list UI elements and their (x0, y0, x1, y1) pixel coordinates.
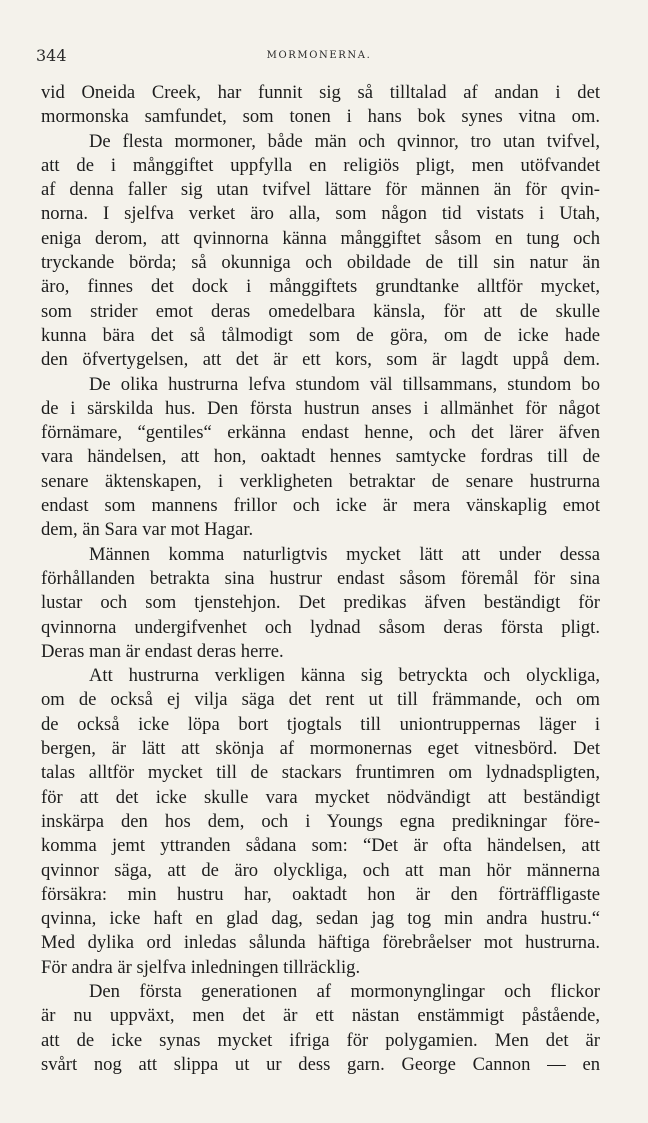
text-line: försäkra: min hustru har, oaktadt hon är den förträffligaste (41, 883, 600, 905)
text-line: äro, finnes det dock i månggiftets grundtanke alltför mycket, (41, 276, 600, 298)
page-number: 344 (36, 46, 67, 65)
text-line: bergen, är lätt att skönja af mormonernas eget vitnesbörd. Det (41, 738, 600, 760)
page-header (36, 46, 602, 66)
text-line: är nu uppväxt, men det är ett nästan enstämmigt påstående, (41, 1005, 600, 1027)
text-line: Att hustrurna verkligen känna sig betryckta och olyckliga, (89, 665, 600, 687)
text-line: den öfvertygelsen, att det är ett kors, som är lagdt uppå dem. (41, 349, 600, 371)
text-line: qvinnorna undergifvenhet och lydnad såsom deras första pligt. (41, 616, 600, 638)
text-line: Deras man är endast deras herre. (41, 640, 284, 662)
text-line: de i särskilda hus. Den första hustrun anses i allmänhet för något (41, 397, 600, 419)
text-line: svårt nog att slippa ut ur dess garn. George Cannon — en (41, 1053, 600, 1075)
text-line: endast som mannens frillor och icke är mera vänskaplig emot (41, 495, 600, 517)
text-line: om de också ej vilja säga det rent ut till främmande, och om (41, 689, 600, 711)
text-line: att de icke synas mycket ifriga för polygamien. Men det är (41, 1029, 600, 1051)
text-line: tryckande börda; så okunniga och obildade de till sin natur än (41, 252, 600, 274)
text-line: qvinnor säga, att de äro olyckliga, och att man hör männerna (41, 859, 600, 881)
text-line: vara händelsen, att hon, oaktadt hennes samtycke fordras till de (41, 446, 600, 468)
text-line: som strider emot deras omedelbara känsla, för att de skulle (41, 300, 600, 322)
text-line: dem, än Sara var mot Hagar. (41, 519, 254, 541)
text-line: mormonska samfundet, som tonen i hans bok synes vitna om. (41, 106, 600, 128)
text-line: senare äktenskapen, i verkligheten betraktar de senare hustrurna (41, 470, 600, 492)
text-line: komma jemt yttranden sådana som: “Det är ofta händelsen, att (41, 835, 600, 857)
text-line: förnämare, “gentiles“ erkänna endast henne, och det lärer äfven (41, 422, 600, 444)
text-line: De olika hustrurna lefva stundom väl tillsammans, stundom bo (89, 373, 600, 395)
text-line: vid Oneida Creek, har funnit sig så tilltalad af andan i det (41, 82, 600, 103)
text-line: norna. I sjelfva verket äro alla, som någon tid vistats i Utah, (41, 203, 600, 225)
text-line: kunna bära det så tålmodigt som de göra, om de icke hade (41, 324, 600, 346)
running-title: MORMONERNA. (266, 50, 372, 61)
text-line: Den första generationen af mormonynglingar och flickor (89, 980, 600, 1002)
text-line: lustar och som tjenstehjon. Det predikas äfven beständigt för (41, 592, 600, 614)
text-line: inskärpa den hos dem, och i Youngs egna predikningar före- (41, 810, 600, 832)
text-line: för att det icke skulle vara mycket nödvändigt att beständigt (41, 786, 600, 808)
text-line: af denna faller sig utan tvifvel lättare för männen än för qvin- (41, 179, 600, 201)
text-line: de också icke löpa bort tjogtals till uniontruppernas läger i (41, 713, 600, 735)
body-text (41, 81, 600, 1077)
text-line: eniga derom, att qvinnorna känna månggiftet såsom en tung och (41, 227, 600, 249)
text-line: qvinna, icke haft en glad dag, sedan jag tog min andra hustru.“ (41, 908, 600, 930)
text-line: Männen komma naturligtvis mycket lätt att under dessa (89, 543, 600, 565)
text-line: Med dylika ord inledas sålunda häftiga förebråelser mot hustrurna. (41, 932, 600, 954)
text-line: De flesta mormoner, både män och qvinnor, tro utan tvifvel, (89, 130, 600, 152)
text-line: För andra är sjelfva inledningen tillräcklig. (41, 956, 361, 978)
text-line: talas alltför mycket till de stackars fruntimren om lydnadspligten, (41, 762, 600, 784)
text-line: förhållanden betrakta sina hustrur endast såsom föremål för sina (41, 567, 600, 589)
text-line: att de i månggiftet uppfylla en religiös pligt, men utöfvandet (41, 154, 600, 176)
